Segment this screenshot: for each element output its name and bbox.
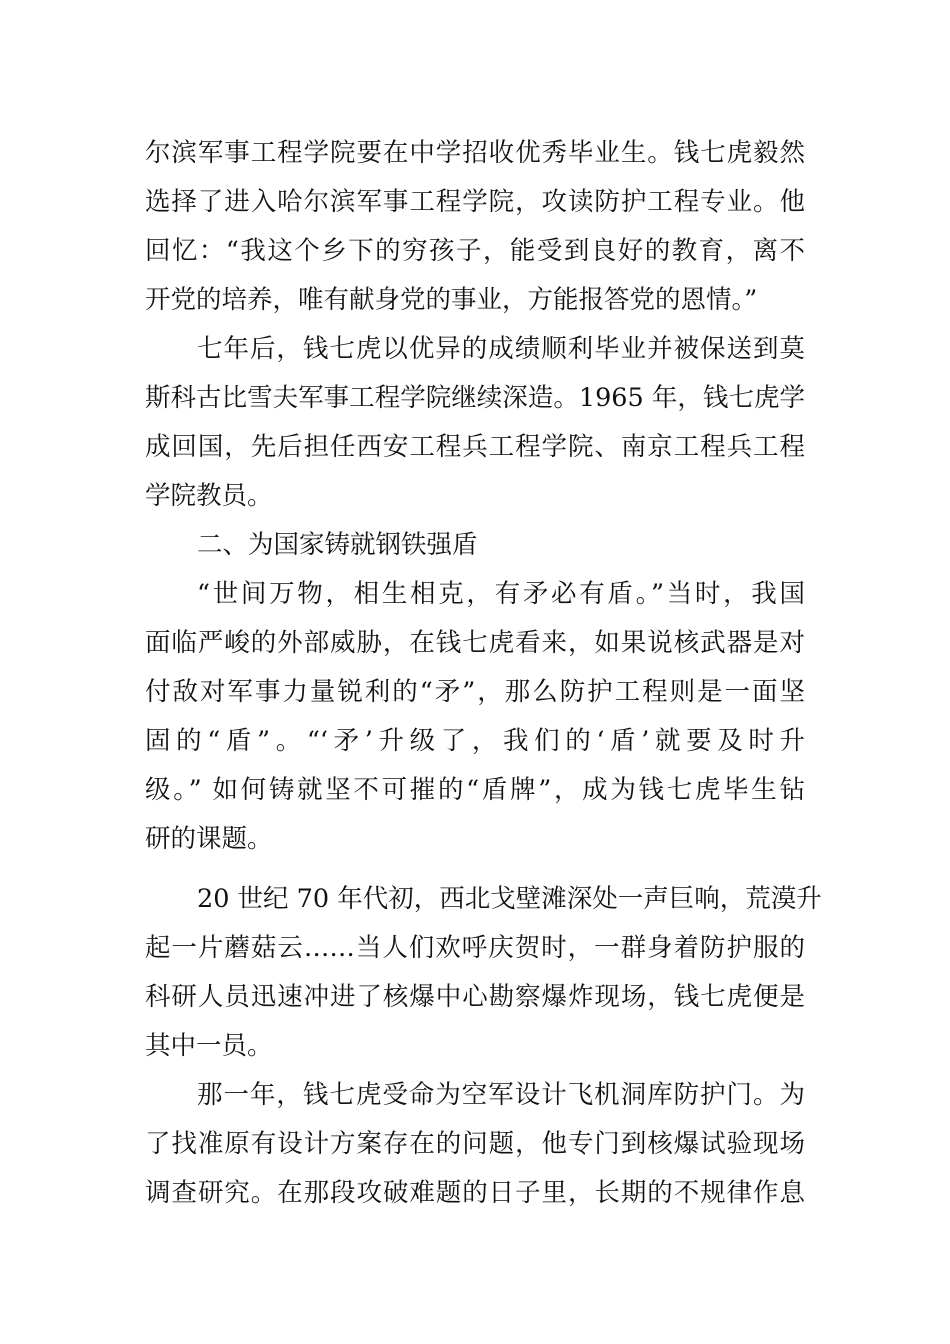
- text-line: 七年后，钱七虎以优异的成绩顺利毕业并被保送到莫: [197, 334, 805, 364]
- text-line: 科研人员迅速冲进了核爆中心勘察爆炸现场，钱七虎便是: [145, 982, 805, 1012]
- text-line: 学院教员。: [145, 481, 273, 511]
- text-line: 其中一员。: [145, 1031, 273, 1061]
- text-line: 起一片蘑菇云……当人们欢呼庆贺时，一群身着防护服的: [145, 933, 805, 963]
- text-line: “世间万物，相生相克，有矛必有盾。”当时，我国: [197, 579, 805, 609]
- text-line: 级。” 如何铸就坚不可摧的“盾牌”，成为钱七虎毕生钻: [145, 775, 805, 805]
- text-line: 成回国，先后担任西安工程兵工程学院、南京工程兵工程: [145, 432, 805, 462]
- text-line: 尔滨军事工程学院要在中学招收优秀毕业生。钱七虎毅然: [145, 138, 805, 168]
- text-line: 开党的培养，唯有献身党的事业，方能报答党的恩情。”: [145, 285, 758, 315]
- text-line: 研的课题。: [145, 824, 273, 854]
- section-heading: 二、为国家铸就钢铁强盾: [197, 530, 478, 560]
- text-line: 付敌对军事力量锐利的“矛”，那么防护工程则是一面坚: [145, 677, 805, 707]
- text-line: 调查研究。在那段攻破难题的日子里，长期的不规律作息: [145, 1178, 805, 1208]
- text-line: 面临严峻的外部威胁，在钱七虎看来，如果说核武器是对: [145, 628, 805, 658]
- text-line: 了找准原有设计方案存在的问题，他专门到核爆试验现场: [145, 1129, 805, 1159]
- text-line: 那一年，钱七虎受命为空军设计飞机洞库防护门。为: [197, 1080, 805, 1110]
- text-line: 固的“盾”。“‘矛’升级了，我们的‘盾’就要及时升: [145, 726, 805, 756]
- text-line: 斯科古比雪夫军事工程学院继续深造。1965 年，钱七虎学: [145, 383, 805, 413]
- text-line: 回忆：“我这个乡下的穷孩子，能受到良好的教育，离不: [145, 236, 805, 266]
- text-line: 20 世纪 70 年代初，西北戈壁滩深处一声巨响，荒漠升: [197, 884, 822, 914]
- text-line: 选择了进入哈尔滨军事工程学院，攻读防护工程专业。他: [145, 187, 805, 217]
